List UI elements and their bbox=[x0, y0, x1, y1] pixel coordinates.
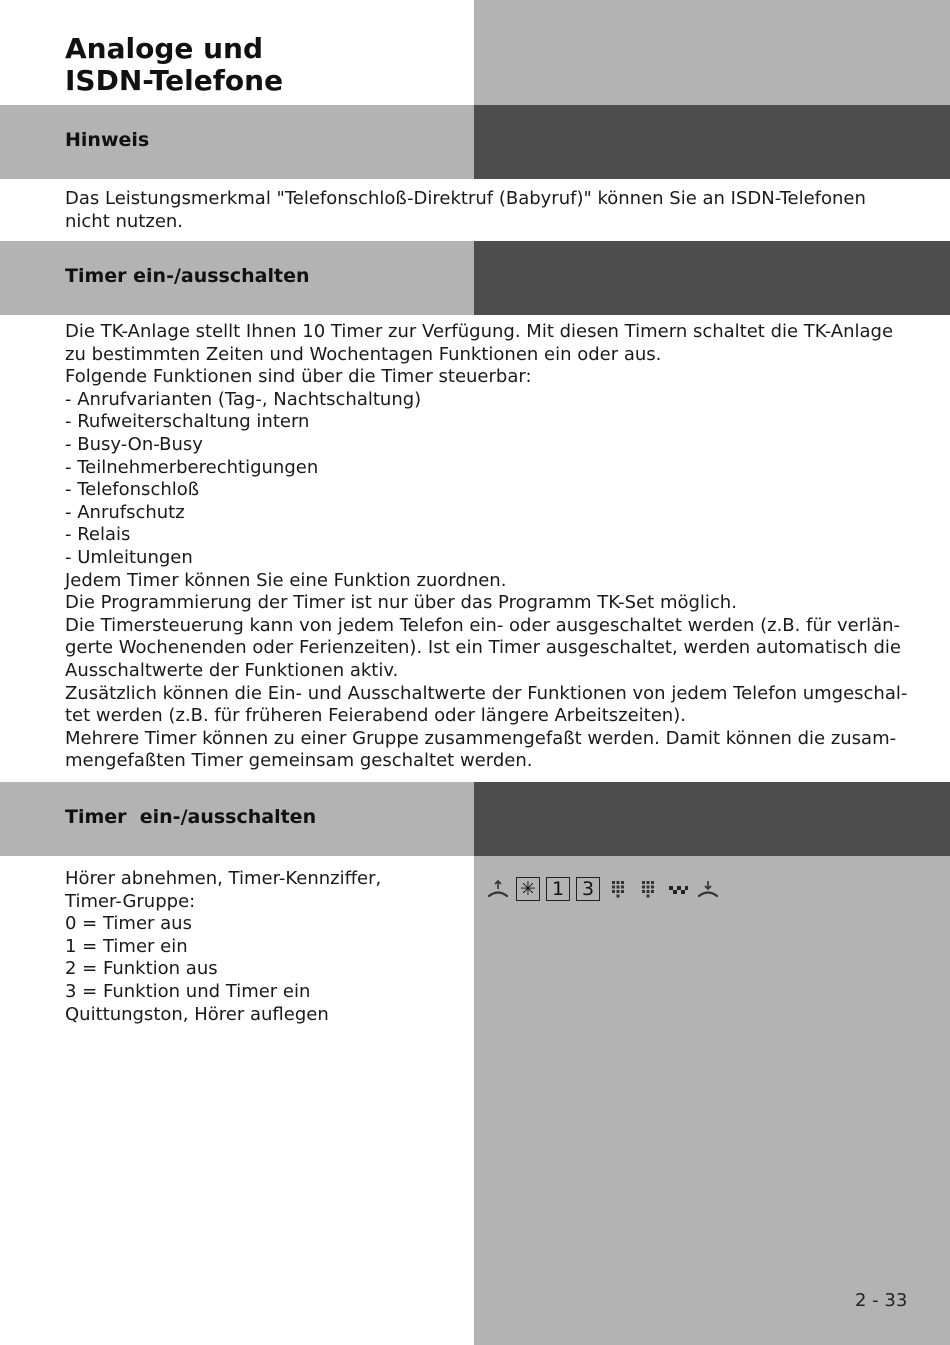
handset-lift-icon bbox=[486, 877, 510, 901]
procedure-steps bbox=[65, 868, 465, 1026]
step-line: 1 = Timer ein bbox=[65, 935, 188, 957]
step-line: 0 = Timer aus bbox=[65, 913, 192, 935]
key-1: 1 bbox=[546, 877, 570, 901]
step-line: Timer-Gruppe: bbox=[65, 890, 196, 912]
page-title-line-2: ISDN-Telefone bbox=[65, 64, 284, 97]
key-sequence bbox=[486, 876, 720, 902]
section-title-timer-procedure: Timer ein-/ausschalten bbox=[65, 806, 317, 828]
step-line: 2 = Funktion aus bbox=[65, 958, 218, 980]
handset-hangup-icon bbox=[696, 877, 720, 901]
confirmation-tone-icon bbox=[666, 877, 690, 901]
hinweis-text: Das Leistungsmerkmal "Telefonschloß-Direktruf (Babyruf)" können Sie an ISDN-Telefonen nicht nutzen. bbox=[65, 188, 866, 232]
key-3: 3 bbox=[576, 877, 600, 901]
timer-description: Die TK-Anlage stellt Ihnen 10 Timer zur Verfügung. Mit diesen Timern schaltet die TK-Anlage zu bestimmten Zeiten und Wochentagen Funktionen ein oder aus. Folgende Funktionen sind über die Timer steuerbar: - Anrufvarianten (Tag-, Nachtschaltung) - Rufweiterschaltung intern - Busy-On-Busy - Teilnehmerberechtigungen - Telefonschloß - Anrufschutz - Relais - Umleitungen Jedem Timer können Sie eine Funktion zuordnen. Die Programmierung der Timer ist nur über das Programm TK-Set möglich. Die Timersteuerung kann von jedem Telefon ein- oder ausgeschaltet werden (z.B. für verlän- gerte Wochenenden oder Ferienzeiten). Ist ein Timer ausgeschaltet, werden automatisch die Ausschaltwerte der Funktionen aktiv. Zusätzlich können die Ein- und Ausschaltwerte der Funktionen von jedem Telefon umgeschal- tet werden (z.B. für früheren Feierabend oder längere Arbeitszeiten). Mehrere Timer können zu einer Gruppe zusammengefaßt werden. Damit können die zusam- mengefaßten Timer gemeinsam geschaltet werden. bbox=[65, 321, 908, 772]
keypad-icon bbox=[636, 877, 660, 901]
star-key: ✳ bbox=[516, 877, 540, 901]
section-title-hinweis: Hinweis bbox=[65, 129, 150, 151]
section-header-timer bbox=[0, 241, 950, 315]
page-title-line-1: Analoge und bbox=[65, 32, 264, 65]
section-header-timer-procedure bbox=[0, 782, 950, 856]
step-line: Hörer abnehmen, Timer-Kennziffer, bbox=[65, 868, 382, 889]
step-line: Quittungston, Hörer auflegen bbox=[65, 1003, 329, 1025]
step-line: 3 = Funktion und Timer ein bbox=[65, 980, 311, 1002]
section-title-timer: Timer ein-/ausschalten bbox=[65, 265, 310, 287]
keypad-icon bbox=[606, 877, 630, 901]
page-title bbox=[65, 33, 283, 97]
section-header-hinweis bbox=[0, 105, 950, 179]
page-number: 2 - 33 bbox=[855, 1290, 908, 1311]
